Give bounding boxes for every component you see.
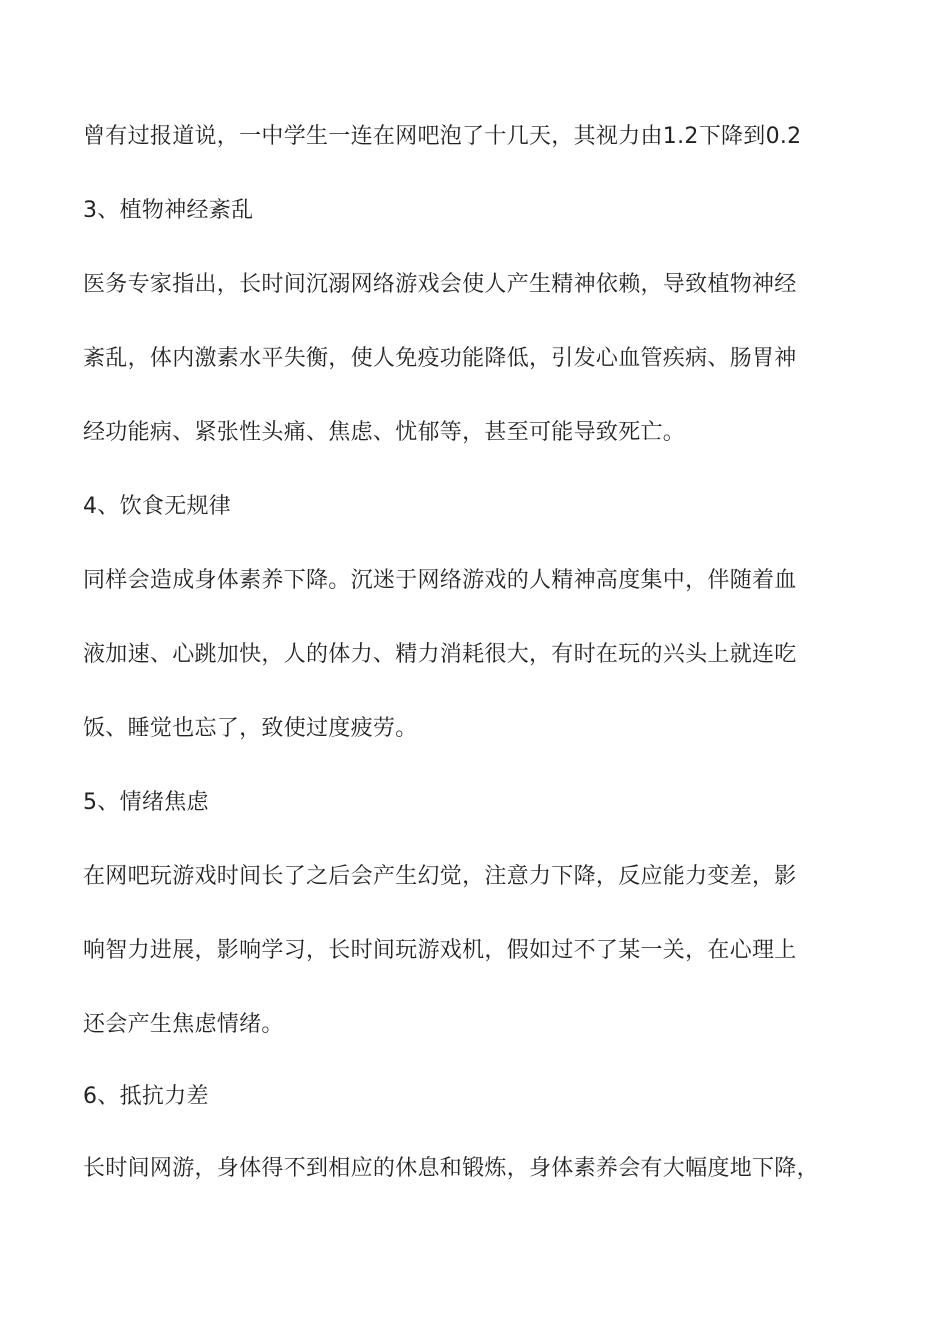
paragraph-line: 曾有过报道说，一中学生一连在网吧泡了十几天，其视力由1.2下降到0.2 bbox=[83, 124, 802, 149]
paragraph-line: 经功能病、紧张性头痛、焦虑、忧郁等，甚至可能导致死亡。 bbox=[83, 420, 686, 445]
section-heading: 4、饮食无规律 bbox=[83, 494, 232, 519]
paragraph-line: 医务专家指出，长时间沉溺网络游戏会使人产生精神依赖，导致植物神经 bbox=[83, 272, 797, 297]
paragraph-line: 紊乱，体内激素水平失衡，使人免疫功能降低，引发心血管疾病、肠胃神 bbox=[83, 346, 797, 371]
paragraph-line: 长时间网游，身体得不到相应的休息和锻炼，身体素养会有大幅度地下降， bbox=[83, 1156, 819, 1181]
paragraph-line: 还会产生焦虑情绪。 bbox=[83, 1012, 284, 1037]
section-heading: 5、情绪焦虑 bbox=[83, 790, 209, 815]
paragraph-line: 饭、睡觉也忘了，致使过度疲劳。 bbox=[83, 716, 418, 741]
paragraph-line: 在网吧玩游戏时间长了之后会产生幻觉，注意力下降，反应能力变差，影 bbox=[83, 864, 797, 889]
section-heading: 6、抵抗力差 bbox=[83, 1084, 209, 1109]
section-heading: 3、植物神经紊乱 bbox=[83, 198, 254, 223]
paragraph-line: 响智力进展，影响学习，长时间玩游戏机，假如过不了某一关，在心理上 bbox=[83, 938, 797, 963]
paragraph-line: 液加速、心跳加快，人的体力、精力消耗很大，有时在玩的兴头上就连吃 bbox=[83, 642, 797, 667]
paragraph-line: 同样会造成身体素养下降。沉迷于网络游戏的人精神高度集中，伴随着血 bbox=[83, 568, 797, 593]
